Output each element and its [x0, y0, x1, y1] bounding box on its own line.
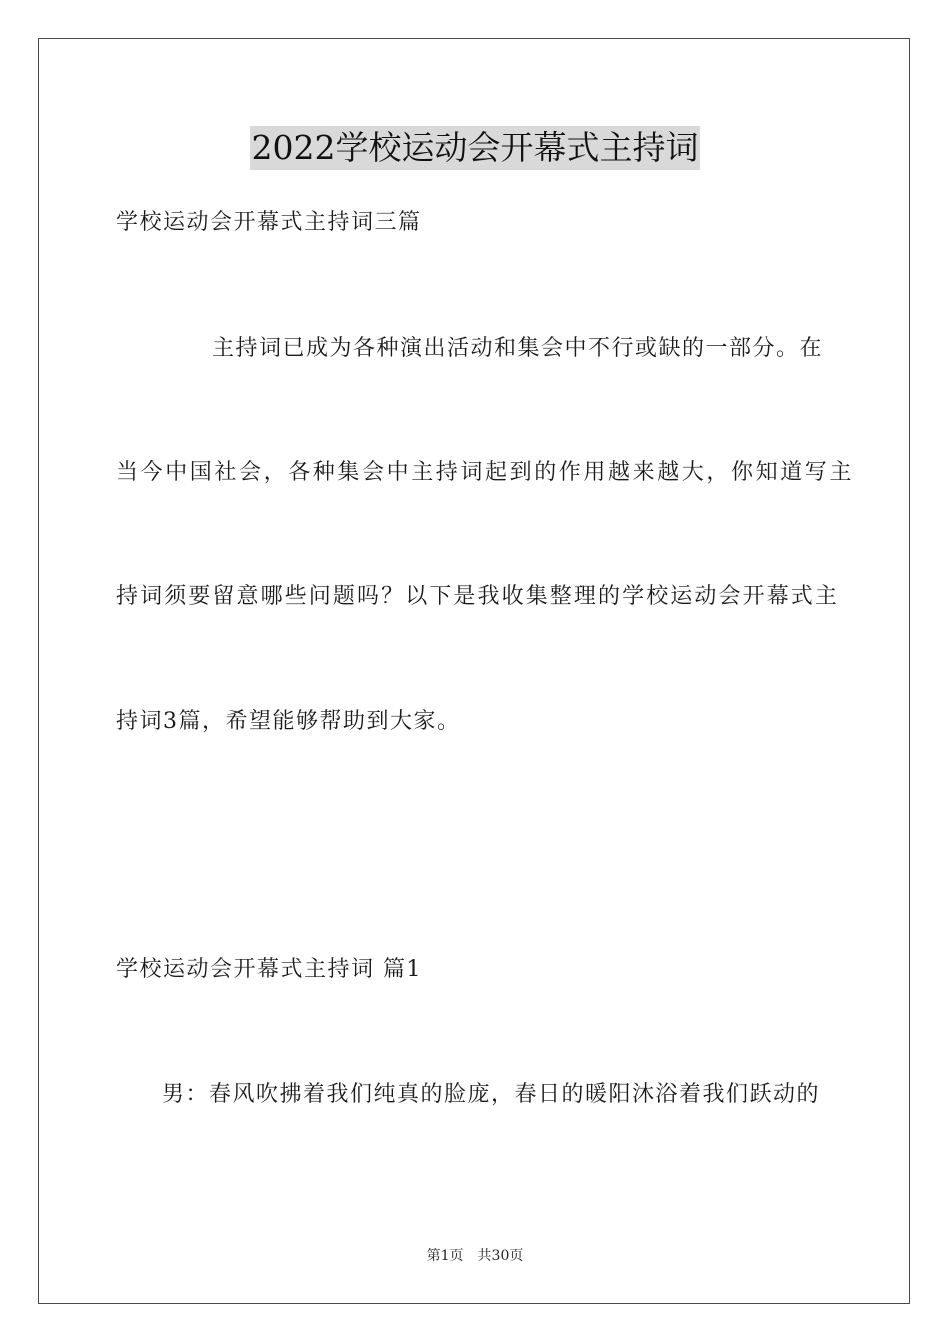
page-total: 共30页: [477, 1248, 524, 1264]
title-container: [0, 126, 950, 170]
section-heading: 学校运动会开幕式主持词 篇1: [116, 957, 422, 982]
intro-paragraph-line-1: [116, 334, 836, 364]
document-subtitle: 学校运动会开幕式主持词三篇: [116, 210, 422, 235]
document-title: 2022学校运动会开幕式主持词: [250, 126, 701, 170]
page-footer: [0, 1246, 950, 1266]
intro-paragraph-line-4: 持词3篇，希望能够帮助到大家。: [116, 709, 461, 734]
intro-paragraph-line-3: 持词须要留意哪些问题吗？以下是我收集整理的学校运动会开幕式主: [116, 584, 840, 609]
intro-paragraph-line-2: 当今中国社会，各种集会中主持词起到的作用越来越大，你知道写主: [116, 460, 855, 485]
section-paragraph-line-1: [116, 1080, 836, 1110]
intro-line-1-text: 主持词已成为各种演出活动和集会中不行或缺的一部分。在: [212, 336, 824, 361]
section-line-1-text: 男：春风吹拂着我们纯真的脸庞，春日的暖阳沐浴着我们跃动的: [162, 1082, 821, 1107]
page-number: 第1页: [426, 1248, 464, 1264]
